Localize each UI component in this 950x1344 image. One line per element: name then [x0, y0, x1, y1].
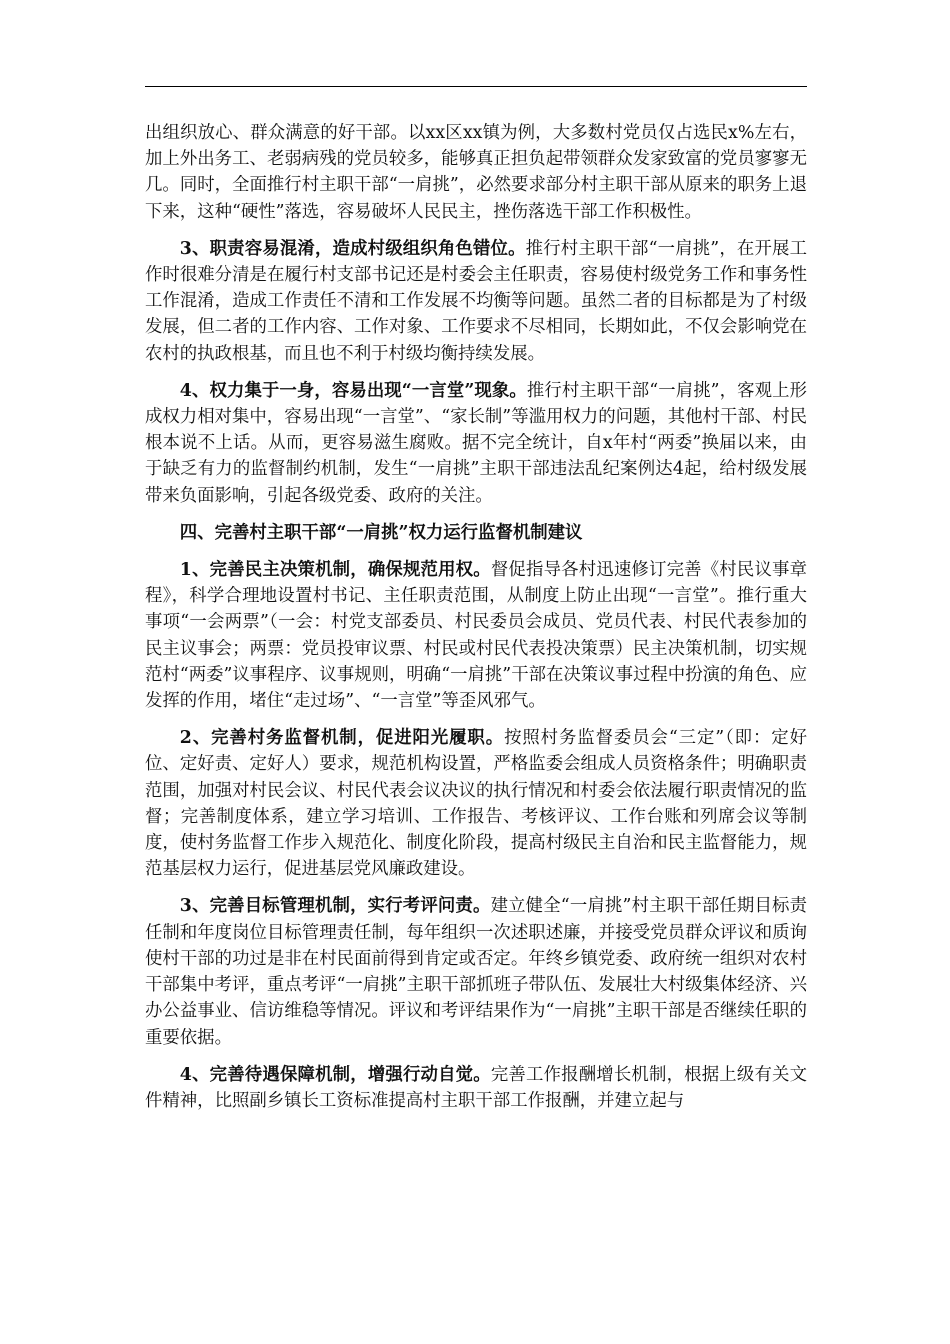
- paragraph-point-3: [145, 236, 807, 367]
- paragraph-text: 推行村主职干部“一肩挑”，在开展工作时很难分清是在履行村支部书记还是村委会主任职责，容易使村级党务工作和事务性工作混淆，造成工作责任不清和工作发展不均衡等问题。虽然二者的目标都是为了村级发展，但二者的工作内容、工作对象、工作要求不尽相同，长期如此，不仅会影响党在农村的执政根基，而且也不利于村级均衡持续发展。: [145, 238, 807, 364]
- paragraph-text: 出组织放心、群众满意的好干部。以xx区xx镇为例，大多数村党员仅占选民x%左右，加上外出务工、老弱病残的党员较多，能够真正担负起带领群众发家致富的党员寥寥无几。同时，全面推行村主职干部“一肩挑”，必然要求部分村主职干部从原来的职务上退下来，这种“硬性”落选，容易破坏人民民主，挫伤落选干部工作积极性。: [145, 123, 807, 222]
- paragraph-text: 督促指导各村迅速修订完善《村民议事章程》，科学合理地设置村书记、主任职责范围，从制度上防止出现“一言堂”。推行重大事项“一会两票”（一会：村党支部委员、村民委员会成员、党员代表、村民代表参加的民主议事会；两票：党员投审议票、村民或村民代表投决策票）民主决策机制，切实规范村“两委”议事程序、议事规则，明确“一肩挑”干部在决策议事过程中扮演的角色、应发挥的作用，堵住“走过场”、“一言堂”等歪风邪气。: [145, 560, 807, 712]
- paragraph-text: 完善工作报酬增长机制，根据上级有关文件精神，比照副乡镇长工资标准提高村主职干部工作报酬，并建立起与: [145, 1064, 807, 1111]
- paragraph-text: 推行村主职干部“一肩挑”，客观上形成权力相对集中，容易出现“一言堂”、“家长制”等滥用权力的问题，其他村干部、村民根本说不上话。从而，更容易滋生腐败。据不完全统计，自x年村“两委”换届以来，由于缺乏有力的监督制约机制，发生“一肩挑”主职干部违法乱纪案例达4起，给村级发展带来负面影响，引起各级党委、政府的关注。: [145, 380, 807, 506]
- paragraph-continuation: [145, 120, 807, 225]
- paragraph-text: 建立健全“一肩挑”村主职干部任期目标责任制和年度岗位目标管理责任制，每年组织一次述职述廉，并接受党员群众评议和质询使村干部的功过是非在村民面前得到肯定或否定。年终乡镇党委、政府统一组织对农村干部集中考评，重点考评“一肩挑”主职干部抓班子带队伍、发展壮大村级集体经济、兴办公益事业、信访维稳等情况。评议和考评结果作为“一肩挑”主职干部是否继续任职的重要依据。: [145, 896, 807, 1048]
- paragraph-lead: 4、完善待遇保障机制，增强行动自觉。: [179, 1064, 491, 1085]
- paragraph-point-4: [145, 378, 807, 509]
- paragraph-lead: 4、权力集于一身，容易出现“一言堂”现象。: [179, 380, 527, 401]
- paragraph-lead: 3、完善目标管理机制，实行考评问责。: [179, 896, 491, 917]
- paragraph-lead: 2、完善村务监督机制，促进阳光履职。: [179, 728, 505, 749]
- paragraph-suggestion-2: [145, 725, 807, 882]
- paragraph-suggestion-1: [145, 557, 807, 714]
- paragraph-lead: 3、职责容易混淆，造成村级组织角色错位。: [179, 238, 526, 259]
- paragraph-suggestion-3: [145, 893, 807, 1050]
- document-body: [145, 120, 807, 1125]
- paragraph-text: 按照村务监督委员会“三定”（即：定好位、定好责、定好人）要求，规范机构设置，严格监委会组成人员资格条件；明确职责范围，加强对村民会议、村民代表会议决议的执行情况和村委会依法履行职责情况的监督；完善制度体系，建立学习培训、工作报告、考核评议、工作台账和列席会议等制度，使村务监督工作步入规范化、制度化阶段，提高村级民主自治和民主监督能力，规范基层权力运行，促进基层党风廉政建设。: [145, 728, 807, 880]
- paragraph-suggestion-4: [145, 1062, 807, 1114]
- header-rule: [145, 86, 807, 87]
- paragraph-lead: 1、完善民主决策机制，确保规范用权。: [179, 560, 491, 581]
- section-heading: 四、完善村主职干部“一肩挑”权力运行监督机制建议: [179, 522, 583, 543]
